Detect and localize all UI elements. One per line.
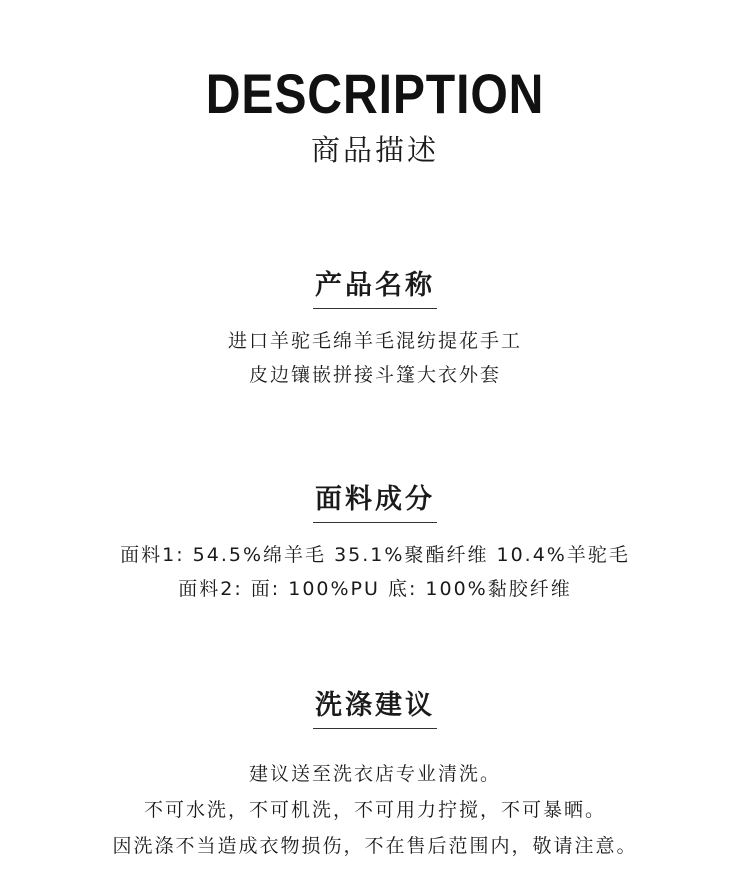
fabric-composition-line: 面料1: 54.5%绵羊毛 35.1%聚酯纤维 10.4%羊驼毛 [120,544,630,566]
section-heading-label: 面料成分 [313,482,437,523]
washing-advice-line: 不可水洗，不可机洗，不可用力拧搅，不可暴晒。 [143,799,606,821]
product-name-line: 皮边镶嵌拼接斗篷大衣外套 [248,364,501,386]
fabric-composition-line: 面料2: 面: 100%PU 底: 100%黏胶纤维 [178,578,572,600]
section-heading-label: 产品名称 [313,268,437,309]
washing-advice-line: 建议送至洗衣店专业清洗。 [248,763,501,785]
section-heading-label: 洗涤建议 [313,688,437,729]
section-heading-washing [0,688,750,729]
washing-advice-line: 因洗涤不当造成衣物损伤，不在售后范围内，敬请注意。 [112,835,638,857]
page-subtitle: 商品描述 [310,133,439,167]
product-name-line: 进口羊驼毛绵羊毛混纺提花手工 [227,330,522,352]
section-heading-fabric [0,482,750,523]
section-heading-product-name [0,268,750,309]
page-title: DESCRIPTION [205,62,545,125]
